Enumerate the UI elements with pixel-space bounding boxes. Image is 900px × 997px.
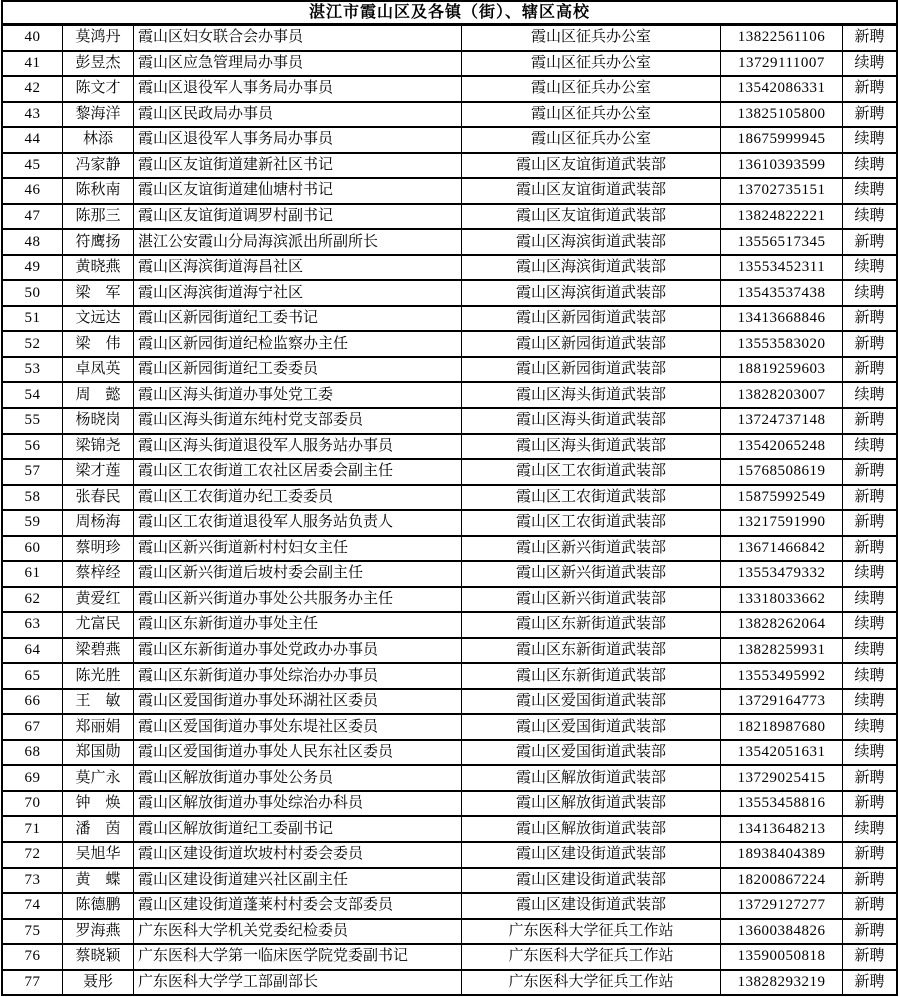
cell-organization: 霞山区新园街道武装部 [462, 358, 721, 382]
cell-row-number: 71 [3, 817, 63, 841]
cell-person-name: 蔡晓颖 [63, 945, 134, 969]
cell-row-number: 66 [3, 690, 63, 714]
cell-position-title: 霞山区爱国街道办事处东堤社区委员 [134, 715, 462, 739]
cell-organization: 霞山区建设街道武装部 [462, 869, 721, 893]
cell-row-number: 63 [3, 613, 63, 637]
cell-row-number: 54 [3, 383, 63, 407]
cell-position-title: 霞山区民政局办事员 [134, 103, 462, 127]
cell-row-number: 43 [3, 103, 63, 127]
cell-position-title: 广东医科大学学工部副部长 [134, 971, 462, 995]
cell-hire-status: 新聘 [854, 514, 885, 531]
cell-hire-status: 新聘 [854, 922, 885, 939]
cell-position-title: 霞山区海滨街道海宁社区 [134, 281, 462, 305]
cell-organization: 霞山区海头街道武装部 [462, 383, 721, 407]
cell-row-number: 53 [3, 358, 63, 382]
cell-organization: 霞山区新园街道武装部 [462, 307, 721, 331]
table-row [3, 586, 896, 612]
table-row [3, 969, 896, 995]
cell-phone-number: 18938404389 [721, 843, 843, 867]
table-row [3, 662, 896, 688]
cell-organization: 霞山区友谊街道武装部 [462, 179, 721, 203]
cell-phone-number: 13729164773 [721, 690, 843, 714]
cell-phone-number: 13318033662 [721, 588, 843, 612]
table-row [3, 177, 896, 203]
cell-phone-number: 13729111007 [721, 52, 843, 76]
cell-row-number: 58 [3, 486, 63, 510]
cell-phone-number: 13671466842 [721, 537, 843, 561]
table-row [3, 254, 896, 280]
table-row [3, 203, 896, 229]
cell-organization: 霞山区爱国街道武装部 [462, 690, 721, 714]
cell-person-name: 聂彤 [63, 971, 134, 995]
cell-organization: 霞山区海滨街道武装部 [462, 281, 721, 305]
cell-person-name: 蔡梓经 [63, 562, 134, 586]
cell-organization: 霞山区解放街道武装部 [462, 817, 721, 841]
cell-hire-status: 新聘 [854, 769, 885, 786]
cell-row-number: 42 [3, 77, 63, 101]
cell-person-name: 彭昱杰 [63, 52, 134, 76]
cell-person-name: 梁才莲 [63, 460, 134, 484]
cell-position-title: 霞山区工农街道工农社区居委会副主任 [134, 460, 462, 484]
cell-phone-number: 18675999945 [721, 128, 843, 152]
cell-person-name: 梁 军 [63, 281, 134, 305]
cell-position-title: 霞山区东新街道办事处党政办办事员 [134, 639, 462, 663]
cell-hire-status: 续聘 [854, 718, 885, 735]
cell-position-title: 霞山区爱国街道办事处环湖社区委员 [134, 690, 462, 714]
cell-phone-number: 13729127277 [721, 894, 843, 918]
cell-position-title: 霞山区海头街道办事处党工委 [134, 383, 462, 407]
table-row [3, 484, 896, 510]
cell-hire-status: 续聘 [854, 744, 885, 761]
cell-hire-status: 新聘 [854, 335, 885, 352]
cell-phone-number: 18218987680 [721, 715, 843, 739]
cell-hire-status: 新聘 [854, 310, 885, 327]
cell-phone-number: 13542051631 [721, 741, 843, 765]
cell-position-title: 霞山区应急管理局办事员 [134, 52, 462, 76]
cell-hire-status: 续聘 [854, 616, 885, 633]
cell-organization: 霞山区征兵办公室 [462, 77, 721, 101]
cell-row-number: 41 [3, 52, 63, 76]
cell-organization: 霞山区海滨街道武装部 [462, 230, 721, 254]
cell-organization: 霞山区工农街道武装部 [462, 511, 721, 535]
table-row [3, 126, 896, 152]
table-row [3, 611, 896, 637]
cell-person-name: 梁 伟 [63, 332, 134, 356]
cell-row-number: 59 [3, 511, 63, 535]
cell-phone-number: 13553495992 [721, 664, 843, 688]
cell-row-number: 55 [3, 409, 63, 433]
table-row [3, 943, 896, 969]
cell-hire-status: 续聘 [854, 667, 885, 684]
cell-position-title: 霞山区解放街道办事处综治办科员 [134, 792, 462, 816]
cell-position-title: 霞山区海滨街道海昌社区 [134, 256, 462, 280]
cell-person-name: 钟 焕 [63, 792, 134, 816]
cell-row-number: 51 [3, 307, 63, 331]
cell-hire-status: 续聘 [854, 284, 885, 301]
cell-phone-number: 13824822221 [721, 205, 843, 229]
cell-row-number: 70 [3, 792, 63, 816]
cell-person-name: 张春民 [63, 486, 134, 510]
cell-organization: 广东医科大学征兵工作站 [462, 971, 721, 995]
cell-hire-status: 新聘 [854, 412, 885, 429]
cell-row-number: 75 [3, 920, 63, 944]
cell-position-title: 霞山区东新街道办事处主任 [134, 613, 462, 637]
cell-organization: 广东医科大学征兵工作站 [462, 920, 721, 944]
cell-hire-status: 新聘 [854, 361, 885, 378]
cell-position-title: 广东医科大学第一临床医学院党委副书记 [134, 945, 462, 969]
cell-organization: 霞山区新兴街道武装部 [462, 588, 721, 612]
cell-row-number: 57 [3, 460, 63, 484]
table-row [3, 50, 896, 76]
cell-person-name: 梁碧燕 [63, 639, 134, 663]
cell-hire-status: 续聘 [854, 590, 885, 607]
cell-hire-status: 新聘 [854, 463, 885, 480]
cell-phone-number: 18200867224 [721, 869, 843, 893]
cell-position-title: 霞山区东新街道办事处综治办办事员 [134, 664, 462, 688]
cell-row-number: 47 [3, 205, 63, 229]
cell-row-number: 69 [3, 766, 63, 790]
cell-hire-status: 续聘 [854, 131, 885, 148]
cell-person-name: 卓凤英 [63, 358, 134, 382]
cell-phone-number: 13542086331 [721, 77, 843, 101]
cell-person-name: 杨晓岗 [63, 409, 134, 433]
cell-person-name: 郑国勋 [63, 741, 134, 765]
cell-row-number: 61 [3, 562, 63, 586]
cell-row-number: 65 [3, 664, 63, 688]
cell-position-title: 霞山区海头街道退役军人服务站办事员 [134, 435, 462, 459]
cell-organization: 霞山区海滨街道武装部 [462, 256, 721, 280]
table-row [3, 764, 896, 790]
cell-person-name: 陈那三 [63, 205, 134, 229]
cell-phone-number: 13822561106 [721, 26, 843, 50]
table-row [3, 330, 896, 356]
cell-phone-number: 13828259931 [721, 639, 843, 663]
table-row [3, 381, 896, 407]
table-row [3, 688, 896, 714]
table-title: 湛江市霞山区及各镇（街）、辖区高校 [3, 2, 896, 26]
cell-organization: 霞山区新园街道武装部 [462, 332, 721, 356]
cell-phone-number: 13543537438 [721, 281, 843, 305]
table-row [3, 637, 896, 663]
cell-phone-number: 13553479332 [721, 562, 843, 586]
cell-person-name: 陈德鹏 [63, 894, 134, 918]
cell-organization: 霞山区征兵办公室 [462, 128, 721, 152]
cell-person-name: 文远达 [63, 307, 134, 331]
cell-phone-number: 13542065248 [721, 435, 843, 459]
cell-row-number: 76 [3, 945, 63, 969]
cell-phone-number: 13610393599 [721, 154, 843, 178]
cell-hire-status: 续聘 [854, 565, 885, 582]
cell-hire-status: 新聘 [854, 29, 885, 46]
table-row [3, 790, 896, 816]
cell-phone-number: 13217591990 [721, 511, 843, 535]
cell-organization: 霞山区建设街道武装部 [462, 894, 721, 918]
table-row [3, 535, 896, 561]
cell-organization: 广东医科大学征兵工作站 [462, 945, 721, 969]
table-row [3, 739, 896, 765]
cell-hire-status: 新聘 [854, 233, 885, 250]
cell-organization: 霞山区征兵办公室 [462, 26, 721, 50]
cell-hire-status: 新聘 [854, 795, 885, 812]
table-row [3, 560, 896, 586]
cell-person-name: 黄 蝶 [63, 869, 134, 893]
cell-phone-number: 13828203007 [721, 383, 843, 407]
cell-person-name: 黄爱红 [63, 588, 134, 612]
cell-organization: 霞山区爱国街道武装部 [462, 741, 721, 765]
table-row [3, 458, 896, 484]
cell-organization: 霞山区征兵办公室 [462, 52, 721, 76]
cell-hire-status: 新聘 [854, 80, 885, 97]
cell-hire-status: 续聘 [854, 207, 885, 224]
cell-position-title: 霞山区退役军人事务局办事员 [134, 128, 462, 152]
cell-position-title: 霞山区友谊街道调罗村副书记 [134, 205, 462, 229]
cell-person-name: 陈文才 [63, 77, 134, 101]
cell-position-title: 霞山区工农街道办纪工委委员 [134, 486, 462, 510]
cell-position-title: 霞山区建设街道建兴社区副主任 [134, 869, 462, 893]
cell-hire-status: 续聘 [854, 156, 885, 173]
cell-person-name: 王 敏 [63, 690, 134, 714]
cell-position-title: 湛江公安霞山分局海滨派出所副所长 [134, 230, 462, 254]
cell-position-title: 广东医科大学机关党委纪检委员 [134, 920, 462, 944]
cell-row-number: 62 [3, 588, 63, 612]
table-row [3, 279, 896, 305]
cell-position-title: 霞山区建设街道蓬莱村村委会支部委员 [134, 894, 462, 918]
table-row [3, 75, 896, 101]
table-row [3, 892, 896, 918]
table-row [3, 305, 896, 331]
cell-person-name: 梁锦尧 [63, 435, 134, 459]
table-row [3, 815, 896, 841]
cell-person-name: 潘 茵 [63, 817, 134, 841]
cell-organization: 霞山区建设街道武装部 [462, 843, 721, 867]
cell-person-name: 周 懿 [63, 383, 134, 407]
table-row [3, 26, 896, 50]
cell-phone-number: 13828262064 [721, 613, 843, 637]
cell-person-name: 莫广永 [63, 766, 134, 790]
cell-organization: 霞山区工农街道武装部 [462, 486, 721, 510]
table-row [3, 228, 896, 254]
cell-person-name: 黄晓燕 [63, 256, 134, 280]
cell-position-title: 霞山区海头街道东纯村党支部委员 [134, 409, 462, 433]
cell-organization: 霞山区征兵办公室 [462, 103, 721, 127]
cell-hire-status: 续聘 [854, 54, 885, 71]
cell-row-number: 52 [3, 332, 63, 356]
cell-phone-number: 13702735151 [721, 179, 843, 203]
cell-row-number: 49 [3, 256, 63, 280]
cell-position-title: 霞山区新园街道纪工委书记 [134, 307, 462, 331]
cell-hire-status: 新聘 [854, 871, 885, 888]
cell-phone-number: 13828293219 [721, 971, 843, 995]
cell-hire-status: 续聘 [854, 386, 885, 403]
cell-row-number: 46 [3, 179, 63, 203]
cell-organization: 霞山区新兴街道武装部 [462, 562, 721, 586]
cell-position-title: 霞山区解放街道办事处公务员 [134, 766, 462, 790]
table-row [3, 356, 896, 382]
cell-row-number: 56 [3, 435, 63, 459]
table-row [3, 713, 896, 739]
cell-organization: 霞山区海头街道武装部 [462, 435, 721, 459]
table-body [3, 26, 896, 994]
cell-hire-status: 续聘 [854, 259, 885, 276]
cell-organization: 霞山区东新街道武装部 [462, 664, 721, 688]
cell-hire-status: 续聘 [854, 182, 885, 199]
cell-organization: 霞山区海头街道武装部 [462, 409, 721, 433]
cell-phone-number: 13553583020 [721, 332, 843, 356]
cell-phone-number: 18819259603 [721, 358, 843, 382]
table-row [3, 918, 896, 944]
cell-row-number: 64 [3, 639, 63, 663]
cell-person-name: 罗海燕 [63, 920, 134, 944]
table-row [3, 867, 896, 893]
cell-position-title: 霞山区工农街道退役军人服务站负责人 [134, 511, 462, 535]
cell-person-name: 郑丽娟 [63, 715, 134, 739]
cell-organization: 霞山区解放街道武装部 [462, 766, 721, 790]
cell-hire-status: 新聘 [854, 488, 885, 505]
table-row [3, 841, 896, 867]
cell-person-name: 周杨海 [63, 511, 134, 535]
cell-row-number: 60 [3, 537, 63, 561]
cell-row-number: 77 [3, 971, 63, 995]
cell-position-title: 霞山区退役军人事务局办事员 [134, 77, 462, 101]
cell-position-title: 霞山区新园街道纪工委委员 [134, 358, 462, 382]
cell-person-name: 陈光胜 [63, 664, 134, 688]
cell-phone-number: 15875992549 [721, 486, 843, 510]
cell-position-title: 霞山区解放街道纪工委副书记 [134, 817, 462, 841]
cell-person-name: 陈秋南 [63, 179, 134, 203]
cell-hire-status: 续聘 [854, 820, 885, 837]
cell-hire-status: 新聘 [854, 539, 885, 556]
cell-position-title: 霞山区新园街道纪检监察办主任 [134, 332, 462, 356]
cell-person-name: 黎海洋 [63, 103, 134, 127]
cell-position-title: 霞山区新兴街道新村村妇女主任 [134, 537, 462, 561]
cell-person-name: 冯家静 [63, 154, 134, 178]
cell-phone-number: 13825105800 [721, 103, 843, 127]
cell-phone-number: 13556517345 [721, 230, 843, 254]
cell-phone-number: 13553458816 [721, 792, 843, 816]
cell-row-number: 74 [3, 894, 63, 918]
cell-row-number: 72 [3, 843, 63, 867]
cell-organization: 霞山区新兴街道武装部 [462, 537, 721, 561]
cell-hire-status: 新聘 [854, 973, 885, 990]
cell-hire-status: 新聘 [854, 105, 885, 122]
cell-person-name: 蔡明珍 [63, 537, 134, 561]
cell-phone-number: 13553452311 [721, 256, 843, 280]
cell-organization: 霞山区爱国街道武装部 [462, 715, 721, 739]
cell-hire-status: 续聘 [854, 642, 885, 659]
cell-position-title: 霞山区友谊街道建新社区书记 [134, 154, 462, 178]
cell-row-number: 45 [3, 154, 63, 178]
cell-hire-status: 续聘 [854, 437, 885, 454]
personnel-table [1, 0, 898, 996]
cell-phone-number: 15768508619 [721, 460, 843, 484]
cell-phone-number: 13724737148 [721, 409, 843, 433]
cell-position-title: 霞山区新兴街道办事处公共服务办主任 [134, 588, 462, 612]
cell-person-name: 符鹰扬 [63, 230, 134, 254]
cell-organization: 霞山区友谊街道武装部 [462, 205, 721, 229]
cell-row-number: 50 [3, 281, 63, 305]
cell-phone-number: 13600384826 [721, 920, 843, 944]
cell-row-number: 48 [3, 230, 63, 254]
cell-hire-status: 新聘 [854, 846, 885, 863]
cell-person-name: 吴旭华 [63, 843, 134, 867]
cell-position-title: 霞山区爱国街道办事处人民东社区委员 [134, 741, 462, 765]
cell-organization: 霞山区东新街道武装部 [462, 639, 721, 663]
cell-organization: 霞山区解放街道武装部 [462, 792, 721, 816]
cell-row-number: 67 [3, 715, 63, 739]
cell-row-number: 68 [3, 741, 63, 765]
cell-organization: 霞山区友谊街道武装部 [462, 154, 721, 178]
cell-phone-number: 13590050818 [721, 945, 843, 969]
cell-hire-status: 新聘 [854, 948, 885, 965]
cell-position-title: 霞山区妇女联合会办事员 [134, 26, 462, 50]
table-row [3, 152, 896, 178]
cell-organization: 霞山区东新街道武装部 [462, 613, 721, 637]
cell-row-number: 44 [3, 128, 63, 152]
cell-person-name: 林添 [63, 128, 134, 152]
cell-phone-number: 13413668846 [721, 307, 843, 331]
table-row [3, 509, 896, 535]
table-row [3, 407, 896, 433]
table-row [3, 433, 896, 459]
cell-phone-number: 13729025415 [721, 766, 843, 790]
cell-row-number: 40 [3, 26, 63, 50]
cell-position-title: 霞山区新兴街道后坡村委会副主任 [134, 562, 462, 586]
cell-position-title: 霞山区友谊街道建仙塘村书记 [134, 179, 462, 203]
cell-phone-number: 13413648213 [721, 817, 843, 841]
cell-person-name: 莫鸿丹 [63, 26, 134, 50]
cell-organization: 霞山区工农街道武装部 [462, 460, 721, 484]
cell-person-name: 尤富民 [63, 613, 134, 637]
cell-row-number: 73 [3, 869, 63, 893]
table-row [3, 101, 896, 127]
cell-hire-status: 续聘 [854, 693, 885, 710]
cell-hire-status: 新聘 [854, 897, 885, 914]
cell-position-title: 霞山区建设街道坎坡村村委会委员 [134, 843, 462, 867]
